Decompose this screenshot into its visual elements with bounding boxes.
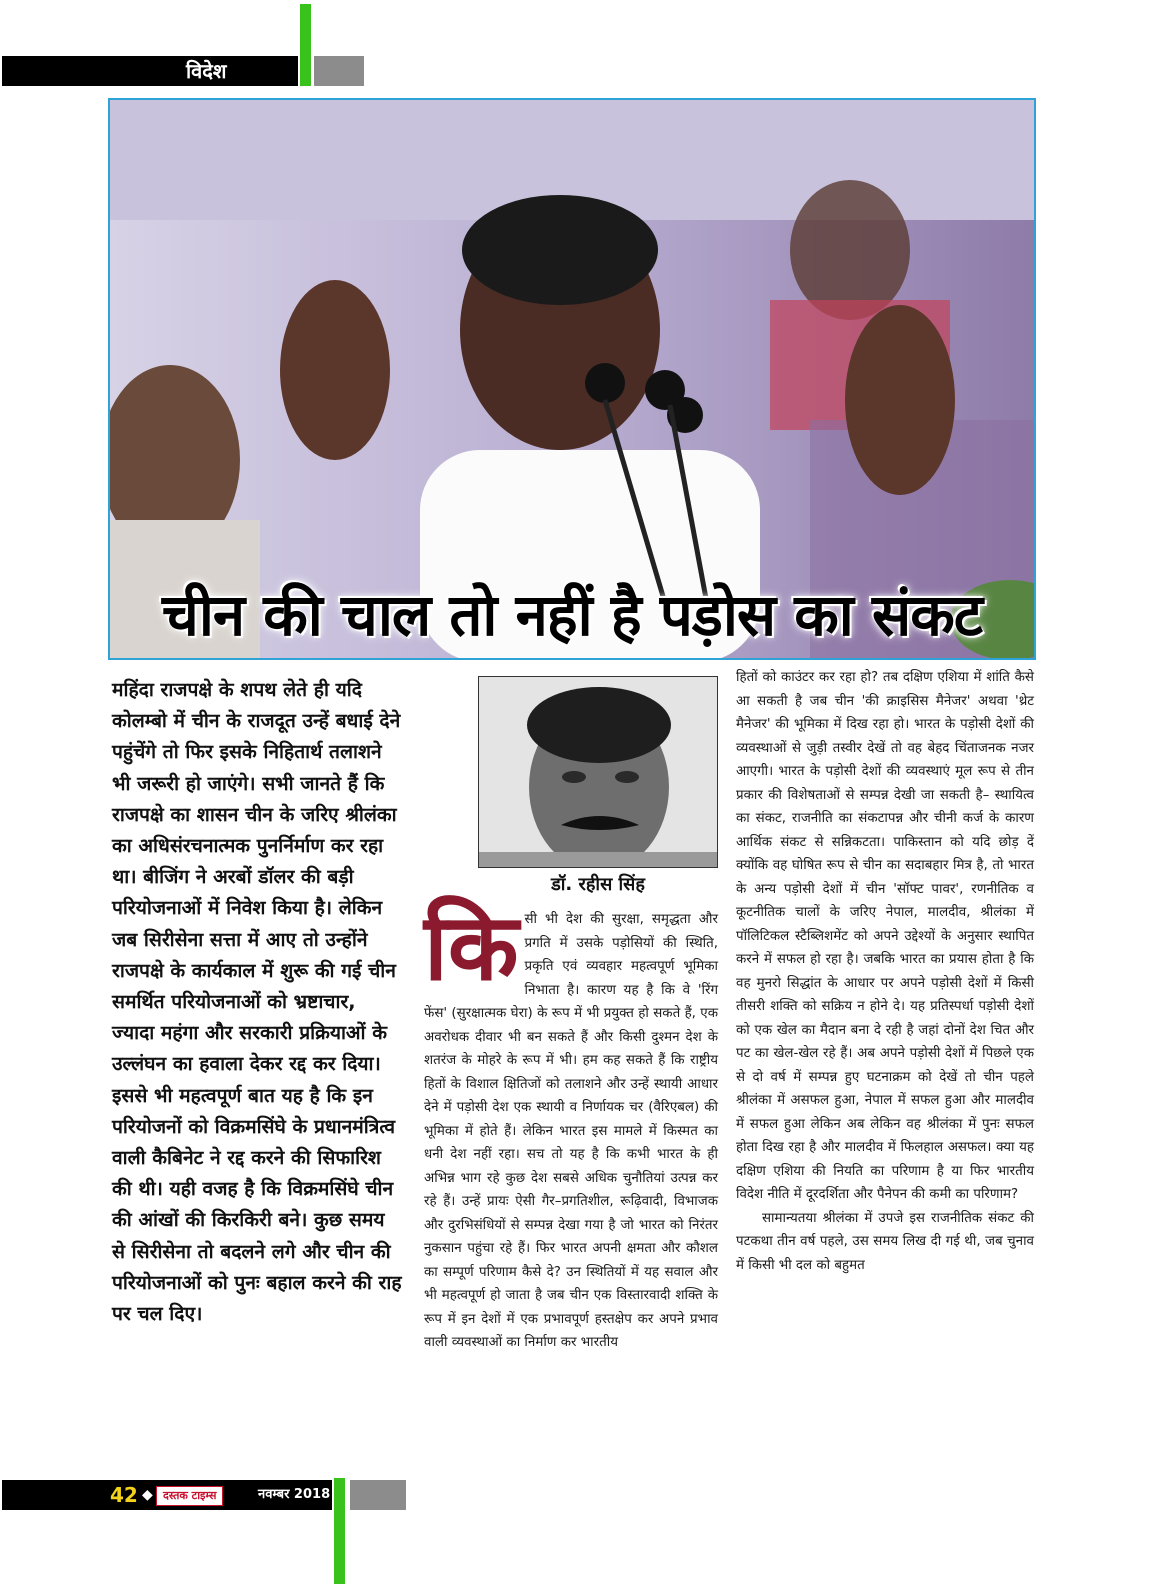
footer-gray-block (350, 1480, 406, 1510)
footer-bullet-icon: ◆ (142, 1487, 153, 1503)
author-photo (478, 676, 718, 868)
hero-photo (108, 98, 1036, 660)
lede-text: महिंदा राजपक्षे के शपथ लेते ही यदि कोलम्बो में चीन के राजदूत उन्हें बधाई देने पहुंचेंगे तो फिर इसके निहितार्थ तलाशने भी जरूरी हो जाएंगे। सभी जानते हैं कि राजपक्षे का शासन चीन के जरिए श्रीलंका का अधिसंरचनात्मक पुनर्निर्माण कर रहा था। बीजिंग ने अरबों डॉलर की बड़ी परियोजनाओं में निवेश किया है। लेकिन जब सिरीसेना सत्ता में आए तो उन्होंने राजपक्षे के कार्यकाल में शुरू की गई चीन समर्थित परियोजनाओं को भ्रष्टाचार, ज्यादा महंगा और सरकारी प्रक्रियाओं के उल्लंघन का हवाला देकर रद्द कर दिया। इससे भी महत्वपूर्ण बात यह है कि इन परियोजनों को विक्रमसिंघे के प्रधानमंत्रित्व वाली कैबिनेट ने रद्द करने की सिफारिश की थी। यही वजह है कि विक्रमसिंघे चीन की आंखों की किरकिरी बने। कुछ समय से सिरीसेना तो बदलने लगे और चीन की परियोजनाओं को पुनः बहाल करने की राह पर चल दिए। (112, 678, 402, 1326)
headline: चीन की चाल तो नहीं है पड़ोस का संकट (162, 581, 982, 649)
masthead-logo: दस्तक टाइम्स (156, 1486, 223, 1506)
issue-date: नवम्बर 2018 (258, 1487, 331, 1502)
section-gray-block (314, 56, 364, 86)
body-paragraph-1: सी भी देश की सुरक्षा, समृद्धता और प्रगति में उसके पड़ोसियों की स्थिति, प्रकृति एवं व्यवहार महत्वपूर्ण भूमिका निभाता है। कारण यह है कि वे 'रिंग फेंस' (सुरक्षात्मक घेरा) के रूप में भी प्रयुक्त हो सकते हैं, एक अवरोधक दीवार भी बन सकते हैं और किसी दुश्मन देश के शतरंज के मोहरे के रूप में भी। हम कह सकते हैं कि राष्ट्रीय हितों के विशाल क्षितिजों को तलाशने और उन्हें स्थायी आधार देने में पड़ोसी देश एक स्थायी व निर्णायक चर (वैरिएबल) की भूमिका में होते हैं। लेकिन भारत इस मामले में किस्मत का धनी देश नहीं रहा। सच तो यह है कि कभी भारत के ही अभिन्न भाग रहे कुछ देश सबसे अधिक चुनौतियां उत्पन्न कर रहे हैं। उन्हें प्रायः ऐसी गैर–प्रगतिशील, रूढ़िवादी, विभाजक और दुरभिसंधियों से सम्पन्न देखा गया है जो भारत को निरंतर नुकसान पहुंचा रहे हैं। फिर भारत अपनी क्षमता और कौशल का सम्पूर्ण परिणाम कैसे दे? उन स्थितियों में यह सवाल और भी महत्वपूर्ण हो जाता है जब चीन एक विस्तारवादी शक्ति के रूप में इन देशों में एक प्रभावपूर्ण हस्तक्षेप कर अपने प्रभाव वाली व्यवस्थाओं का निर्माण कर भारतीय (424, 912, 718, 1350)
page-number: 42 (110, 1483, 138, 1507)
header-green-rule (300, 4, 311, 86)
body-paragraph-2: हितों को काउंटर कर रहा हो? तब दक्षिण एशिया में शांति कैसे आ सकती है जब चीन 'की क्राइसिस मैनेजर' अथवा 'थ्रेट मैनेजर' की भूमिका में दिख रहा हो। भारत के पड़ोसी देशों की व्यवस्थाओं से जुड़ी तस्वीर देखें तो वह बेहद चिंताजनक नजर आएगी। भारत के पड़ोसी देशों की व्यवस्थाएं मूल रूप से तीन प्रकार की विशेषताओं से सम्पन्न देखी जा सकती है– स्थायित्व का संकट, राजनीति का संकटापन्न और चीनी कर्ज के कारण आर्थिक संकट से सन्निकटता। पाकिस्तान को यदि छोड़ दें क्योंकि वह घोषित रूप से चीन का सदाबहार मित्र है, तो भारत के अन्य पड़ोसी देशों में चीन 'सॉफ्ट पावर', रणनीतिक व कूटनीतिक चालों के जरिए नेपाल, मालदीव, श्रीलंका में पॉलिटिकल स्टैब्लिशमेंट को अपने उद्देश्यों के अनुसार स्थापित करने में सफल हो रहा है। जबकि भारत का प्रयास होता है कि वह मुनरो सिद्धांत के आधार पर अपने पड़ोसी देशों में किसी तीसरी शक्ति को सक्रिय न होने दे। यह प्रतिस्पर्धा पड़ोसी देशों को एक खेल का मैदान बना दे रही है जहां दोनों देश चित और पट का खेल-खेल रहे हैं। अब अपने पड़ोसी देशों में पिछले एक से दो वर्ष में सम्पन्न हुए घटनाक्रम को देखें तो चीन पहले श्रीलंका में असफल हुआ, नेपाल में सफल हुआ और मालदीव में सफल हुआ लेकिन अब लेकिन वह श्रीलंका में पुनः सफल होता दिख रहा है और मालदीव में फिलहाल असफल। क्या यह दक्षिण एशिया की नियति का परिणाम है या फिर भारतीय विदेश नीति में दूरदर्शिता और पैनेपन की कमी का परिणाम? (736, 670, 1034, 1202)
section-label: विदेश (186, 59, 227, 83)
body-column-right (736, 666, 1034, 1277)
body-paragraph-3: सामान्यतया श्रीलंका में उपजे इस राजनीतिक संकट की पटकथा तीन वर्ष पहले, उस समय लिख दी गई थी, जब चुनाव में किसी भी दल को बहुमत (736, 1210, 1034, 1273)
dropcap: कि (424, 894, 519, 1001)
body-column-middle (424, 894, 718, 1355)
section-bar (2, 56, 298, 86)
footer-green-rule (334, 1478, 345, 1584)
author-portrait-illustration (479, 677, 717, 867)
author-name: डॉ. रहीस सिंह (551, 874, 645, 895)
